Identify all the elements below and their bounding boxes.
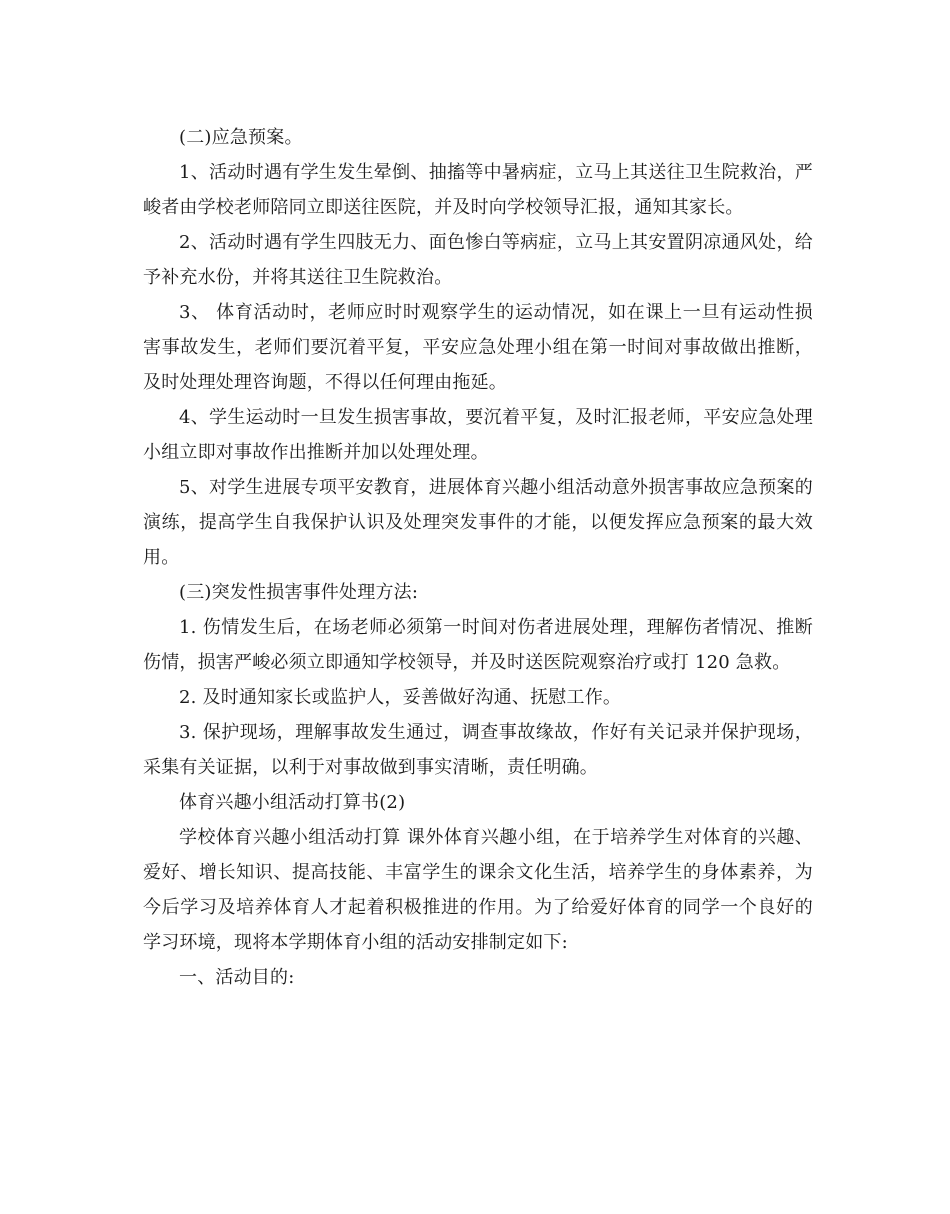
paragraph-item-3: 3、 体育活动时，老师应时时观察学生的运动情况，如在课上一旦有运动性损害事故发生，老师们要沉着平复，平安应急处理小组在第一时间对事故做出推断，及时处理处理咨询题，不得以任何理由拖延。 [143, 302, 813, 393]
paragraph-item-2: 2、活动时遇有学生四肢无力、面色惨白等病症，立马上其安置阴凉通风处，给予补充水份，并将其送往卫生院救治。 [143, 232, 813, 288]
section-heading-emergency-plan: (二)应急预案。 [179, 127, 303, 148]
paragraph-item-4: 4、学生运动时一旦发生损害事故，要沉着平复，及时汇报老师，平安应急处理小组立即对事故作出推断并加以处理处理。 [143, 407, 813, 463]
section-heading-activity-purpose: 一、活动目的: [179, 967, 295, 988]
document-body [143, 120, 813, 995]
section-heading-injury-handling: (三)突发性损害事件处理方法: [179, 582, 419, 603]
paragraph-method-1: 1. 伤情发生后，在场老师必须第一时间对伤者进展处理，理解伤者情况、推断伤情，损害严峻必须立即通知学校领导，并及时送医院观察治疗或打 120 急救。 [143, 617, 813, 673]
paragraph-intro: 学校体育兴趣小组活动打算 课外体育兴趣小组，在于培养学生对体育的兴趣、爱好、增长知识、提高技能、丰富学生的课余文化生活，培养学生的身体素养，为今后学习及培养体育人才起着积极推进的作用。为了给爱好体育的同学一个良好的学习环境，现将本学期体育小组的活动安排制定如下: [143, 827, 813, 953]
paragraph-item-1: 1、活动时遇有学生发生晕倒、抽搐等中暑病症，立马上其送往卫生院救治，严峻者由学校老师陪同立即送往医院，并及时向学校领导汇报，通知其家长。 [143, 162, 813, 218]
paragraph-method-2: 2. 及时通知家长或监护人，妥善做好沟通、抚慰工作。 [179, 687, 622, 708]
document-subtitle: 体育兴趣小组活动打算书(2) [179, 792, 406, 813]
paragraph-item-5: 5、对学生进展专项平安教育，进展体育兴趣小组活动意外损害事故应急预案的演练，提高学生自我保护认识及处理突发事件的才能，以便发挥应急预案的最大效用。 [143, 477, 813, 568]
paragraph-method-3: 3. 保护现场，理解事故发生通过，调查事故缘故，作好有关记录并保护现场，采集有关证据，以利于对事故做到事实清晰，责任明确。 [143, 722, 813, 778]
